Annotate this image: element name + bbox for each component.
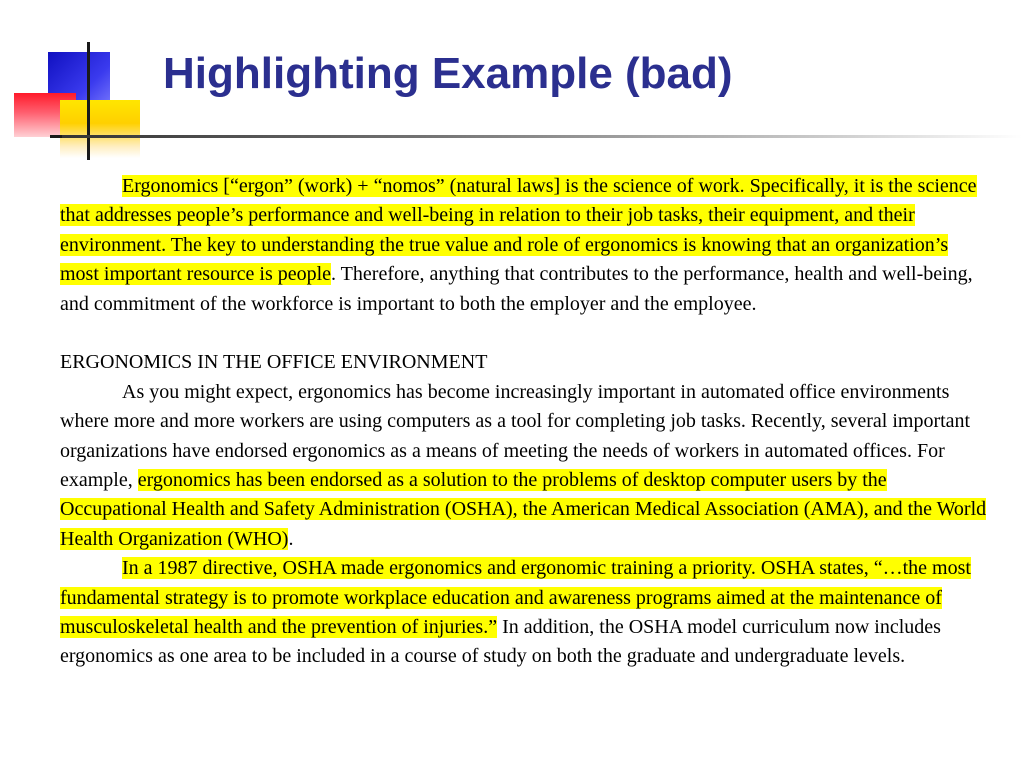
highlighted-text: Ergonomics [“ergon” (work) + “nomos” (natural laws] is the science of work. Specifically, it is the science that addresses people’s performance and well-being in relation to their job tasks, their equipment, and their environment. The key to understanding the true value and role of ergonomics is knowing that an organization’s most important resource is people xyxy=(60,175,977,286)
vertical-line-decoration xyxy=(87,42,90,160)
title-underline-rule xyxy=(62,135,1022,138)
paragraph-spacer xyxy=(60,319,990,348)
paragraph-text: . Therefore, anything that contributes to the performance, health and well-being, and commitment of the workforce is important to both the employer and the employee. xyxy=(60,263,973,315)
slide-body xyxy=(60,172,990,672)
paragraph-office-environment xyxy=(60,378,990,554)
paragraph-text: As you might expect, ergonomics has become increasingly important in automated office environments where more and more workers are using computers as a tool for completing job tasks. Recently, several important organizations have endorsed ergonomics as a means of meeting the needs of workers in automated offices. For example, xyxy=(60,380,971,492)
paragraph-text: In addition, the OSHA model curriculum now includes ergonomics as one area to be included in a course of study on both the graduate and undergraduate levels. xyxy=(60,616,941,668)
highlighted-text: ergonomics has been endorsed as a solution to the problems of desktop computer users by the Occupational Health and Safety Administration (OSHA), the American Medical Association (AMA), and the World Health Organization (WHO) xyxy=(60,469,987,550)
yellow-square-decoration xyxy=(60,100,140,158)
paragraph-ergonomics-definition xyxy=(60,172,990,319)
slide-logo-squares xyxy=(0,0,150,170)
slide-title: Highlighting Example (bad) xyxy=(163,49,733,98)
highlighted-text: In a 1987 directive, OSHA made ergonomics and ergonomic training a priority. OSHA states, “…the most fundamental strategy is to promote workplace education and awareness programs aimed at the maintenance of musculoskeletal health and the prevention of injuries.” xyxy=(60,557,971,639)
paragraph-text: . xyxy=(288,527,294,550)
section-heading: ERGONOMICS IN THE OFFICE ENVIRONMENT xyxy=(60,351,488,374)
paragraph-osha-directive xyxy=(60,554,990,672)
